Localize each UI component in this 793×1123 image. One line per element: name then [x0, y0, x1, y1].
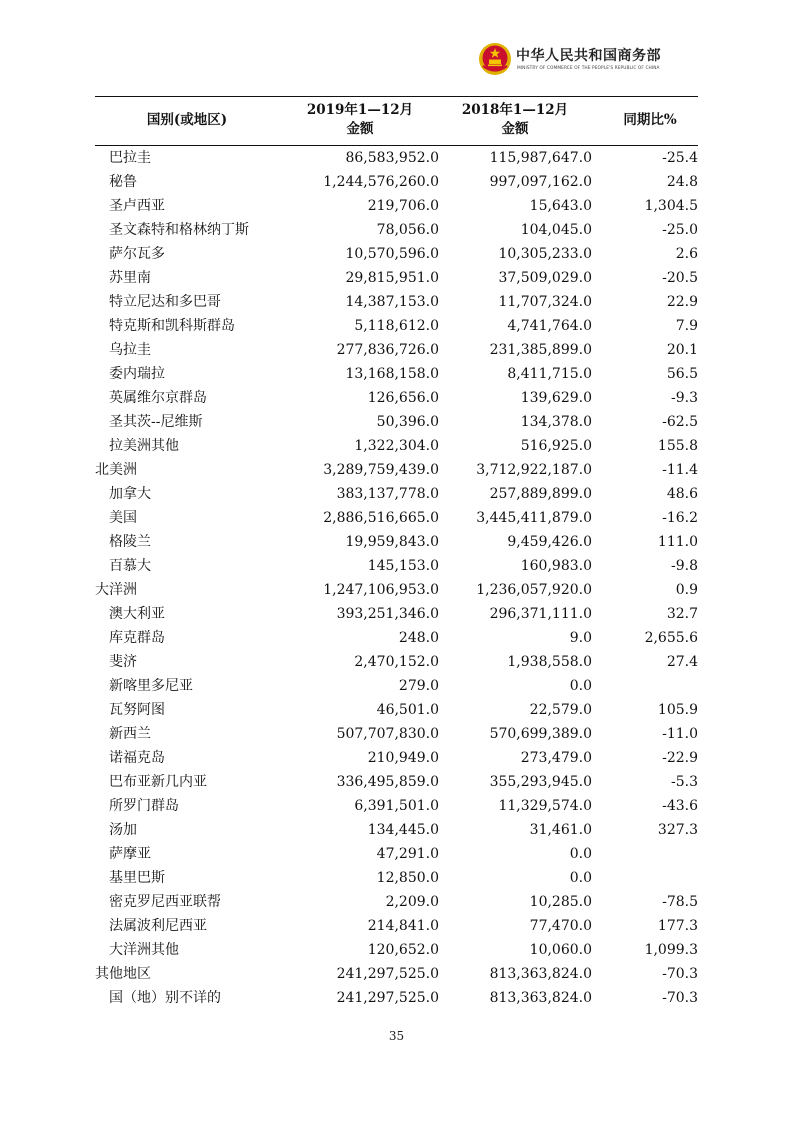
cell-2019-amount: 29,815,951.0: [345, 270, 439, 286]
cell-2018-amount: 273,479.0: [520, 750, 592, 766]
table-row: [95, 146, 698, 170]
table-row: [95, 194, 698, 218]
cell-region: 乌拉圭: [109, 342, 151, 358]
cell-2019-amount: 19,959,843.0: [345, 534, 439, 550]
cell-yoy: -62.5: [662, 414, 698, 430]
cell-region: 特立尼达和多巴哥: [109, 294, 221, 310]
header-2018-period: 2018年1—12月: [461, 102, 569, 118]
cell-region: 英属维尔京群岛: [109, 390, 207, 406]
cell-2018-amount: 813,363,824.0: [489, 966, 592, 982]
cell-2018-amount: 115,987,647.0: [489, 150, 592, 166]
cell-region: 法属波利尼西亚: [109, 918, 207, 934]
cell-2018-amount: 10,285.0: [529, 894, 592, 910]
cell-2018-amount: 813,363,824.0: [489, 990, 592, 1006]
table-row: [95, 746, 698, 770]
cell-region: 其他地区: [95, 966, 151, 982]
table-header: [95, 97, 698, 145]
cell-region: 苏里南: [109, 270, 151, 286]
cell-2018-amount: 0.0: [569, 846, 592, 862]
cell-2018-amount: 0.0: [569, 870, 592, 886]
cell-yoy: -43.6: [662, 798, 698, 814]
cell-2019-amount: 14,387,153.0: [345, 294, 439, 310]
cell-2018-amount: 77,470.0: [529, 918, 592, 934]
cell-yoy: -22.9: [662, 750, 698, 766]
cell-2018-amount: 3,712,922,187.0: [476, 462, 592, 478]
cell-region: 汤加: [109, 822, 137, 838]
cell-2018-amount: 1,236,057,920.0: [476, 582, 592, 598]
cell-2018-amount: 11,329,574.0: [498, 798, 592, 814]
cell-region: 圣其茨--尼维斯: [109, 414, 203, 430]
cell-yoy: -16.2: [662, 510, 698, 526]
cell-2018-amount: 8,411,715.0: [507, 366, 592, 382]
table-row: [95, 962, 698, 986]
header-2019-period: 2019年1—12月: [306, 102, 414, 118]
cell-2019-amount: 277,836,726.0: [336, 342, 439, 358]
cell-yoy: 105.9: [657, 702, 698, 718]
page-number: 35: [388, 1029, 405, 1043]
cell-2018-amount: 134,378.0: [520, 414, 592, 430]
cell-yoy: -70.3: [662, 966, 698, 982]
cell-2018-amount: 516,925.0: [520, 438, 592, 454]
cell-2018-amount: 257,889,899.0: [489, 486, 592, 502]
cell-2019-amount: 2,209.0: [385, 894, 439, 910]
cell-2019-amount: 47,291.0: [376, 846, 439, 862]
cell-2019-amount: 2,886,516,665.0: [323, 510, 439, 526]
cell-2019-amount: 219,706.0: [367, 198, 439, 214]
header-2019: [295, 101, 425, 139]
cell-yoy: 27.4: [666, 654, 698, 670]
table-body: [95, 146, 698, 1010]
cell-2019-amount: 336,495,859.0: [336, 774, 439, 790]
cell-yoy: 24.8: [666, 174, 698, 190]
table-row: [95, 890, 698, 914]
cell-yoy: 2,655.6: [644, 630, 698, 646]
cell-region: 大洋洲: [95, 582, 137, 598]
cell-yoy: -25.0: [662, 222, 698, 238]
table-row: [95, 410, 698, 434]
cell-yoy: -11.4: [662, 462, 698, 478]
cell-2018-amount: 10,305,233.0: [498, 246, 592, 262]
cell-region: 大洋洲其他: [109, 942, 179, 958]
cell-2018-amount: 160,983.0: [520, 558, 592, 574]
cell-2019-amount: 248.0: [398, 630, 439, 646]
table-row: [95, 770, 698, 794]
page-header: [478, 41, 698, 81]
cell-2018-amount: 231,385,899.0: [489, 342, 592, 358]
cell-yoy: 20.1: [666, 342, 698, 358]
cell-region: 委内瑞拉: [109, 366, 165, 382]
cell-2019-amount: 12,850.0: [376, 870, 439, 886]
table-row: [95, 290, 698, 314]
table-row: [95, 794, 698, 818]
cell-yoy: -5.3: [671, 774, 698, 790]
cell-yoy: 2.6: [675, 246, 698, 262]
header-yoy: 同期比%: [623, 112, 677, 128]
table-row: [95, 602, 698, 626]
table-row: [95, 218, 698, 242]
cell-2019-amount: 210,949.0: [367, 750, 439, 766]
cell-2019-amount: 13,168,158.0: [345, 366, 439, 382]
cell-region: 所罗门群岛: [109, 798, 179, 814]
table-row: [95, 266, 698, 290]
cell-2018-amount: 355,293,945.0: [489, 774, 592, 790]
cell-2019-amount: 241,297,525.0: [336, 966, 439, 982]
cell-region: 萨摩亚: [109, 846, 151, 862]
cell-2018-amount: 0.0: [569, 678, 592, 694]
cell-region: 北美洲: [95, 462, 137, 478]
cell-2019-amount: 3,289,759,439.0: [323, 462, 439, 478]
cell-yoy: 56.5: [666, 366, 698, 382]
cell-region: 澳大利亚: [109, 606, 165, 622]
cell-yoy: -78.5: [662, 894, 698, 910]
cell-region: 拉美洲其他: [109, 438, 179, 454]
trade-table: [95, 96, 698, 1010]
cell-2019-amount: 1,247,106,953.0: [323, 582, 439, 598]
cell-2018-amount: 31,461.0: [529, 822, 592, 838]
cell-yoy: 111.0: [657, 534, 698, 550]
cell-yoy: 7.9: [675, 318, 698, 334]
cell-region: 格陵兰: [109, 534, 151, 550]
cell-region: 斐济: [109, 654, 137, 670]
table-row: [95, 866, 698, 890]
table-row: [95, 434, 698, 458]
table-row: [95, 338, 698, 362]
cell-2019-amount: 46,501.0: [376, 702, 439, 718]
cell-2019-amount: 86,583,952.0: [345, 150, 439, 166]
cell-2018-amount: 15,643.0: [529, 198, 592, 214]
cell-region: 加拿大: [109, 486, 151, 502]
cell-yoy: 155.8: [657, 438, 698, 454]
table-row: [95, 650, 698, 674]
cell-region: 圣文森特和格林纳丁斯: [109, 222, 249, 238]
cell-2019-amount: 1,244,576,260.0: [323, 174, 439, 190]
cell-2018-amount: 11,707,324.0: [498, 294, 592, 310]
cell-2019-amount: 279.0: [398, 678, 439, 694]
cell-2019-amount: 78,056.0: [376, 222, 439, 238]
cell-2018-amount: 10,060.0: [529, 942, 592, 958]
table-row: [95, 314, 698, 338]
header-region: 国别(或地区): [146, 112, 228, 128]
table-row: [95, 506, 698, 530]
cell-2019-amount: 5,118,612.0: [354, 318, 439, 334]
cell-region: 巴布亚新几内亚: [109, 774, 207, 790]
table-row: [95, 698, 698, 722]
cell-2019-amount: 383,137,778.0: [336, 486, 439, 502]
cell-2018-amount: 9,459,426.0: [507, 534, 592, 550]
cell-2018-amount: 3,445,411,879.0: [476, 510, 592, 526]
cell-2019-amount: 50,396.0: [376, 414, 439, 430]
cell-yoy: -20.5: [662, 270, 698, 286]
header-2018-amount: 金额: [501, 121, 529, 137]
cell-region: 美国: [109, 510, 137, 526]
cell-2019-amount: 6,391,501.0: [354, 798, 439, 814]
cell-region: 瓦努阿图: [109, 702, 165, 718]
cell-yoy: 327.3: [657, 822, 698, 838]
cell-2018-amount: 997,097,162.0: [489, 174, 592, 190]
cell-2018-amount: 22,579.0: [529, 702, 592, 718]
cell-region: 百慕大: [109, 558, 151, 574]
cell-yoy: -25.4: [662, 150, 698, 166]
cell-2019-amount: 1,322,304.0: [354, 438, 439, 454]
cell-region: 圣卢西亚: [109, 198, 165, 214]
table-row: [95, 722, 698, 746]
cell-2019-amount: 126,656.0: [367, 390, 439, 406]
ministry-name-cn: 中华人民共和国商务部: [516, 48, 661, 64]
table-row: [95, 530, 698, 554]
cell-region: 国（地）别不详的: [109, 990, 221, 1006]
table-row: [95, 842, 698, 866]
cell-region: 萨尔瓦多: [109, 246, 165, 262]
cell-2018-amount: 296,371,111.0: [489, 606, 592, 622]
cell-region: 新喀里多尼亚: [109, 678, 193, 694]
cell-yoy: -9.3: [671, 390, 698, 406]
cell-2018-amount: 4,741,764.0: [507, 318, 592, 334]
table-row: [95, 818, 698, 842]
table-row: [95, 674, 698, 698]
header-2018: [450, 101, 580, 139]
cell-yoy: -11.0: [662, 726, 698, 742]
cell-region: 密克罗尼西亚联帮: [109, 894, 221, 910]
cell-2019-amount: 507,707,830.0: [336, 726, 439, 742]
cell-yoy: 177.3: [657, 918, 698, 934]
cell-2019-amount: 214,841.0: [367, 918, 439, 934]
table-row: [95, 482, 698, 506]
cell-yoy: 1,304.5: [644, 198, 698, 214]
table-row: [95, 170, 698, 194]
cell-region: 基里巴斯: [109, 870, 165, 886]
cell-region: 诺福克岛: [109, 750, 165, 766]
cell-2019-amount: 134,445.0: [367, 822, 439, 838]
national-emblem-icon: [478, 42, 512, 76]
table-row: [95, 938, 698, 962]
table-row: [95, 626, 698, 650]
cell-yoy: 1,099.3: [644, 942, 698, 958]
cell-yoy: -70.3: [662, 990, 698, 1006]
cell-region: 特克斯和凯科斯群岛: [109, 318, 235, 334]
cell-yoy: -9.8: [671, 558, 698, 574]
table-row: [95, 578, 698, 602]
cell-region: 秘鲁: [109, 174, 137, 190]
table-row: [95, 986, 698, 1010]
cell-yoy: 22.9: [666, 294, 698, 310]
cell-2019-amount: 10,570,596.0: [345, 246, 439, 262]
cell-2018-amount: 570,699,389.0: [489, 726, 592, 742]
cell-2018-amount: 139,629.0: [520, 390, 592, 406]
cell-2018-amount: 104,045.0: [520, 222, 592, 238]
cell-yoy: 0.9: [675, 582, 698, 598]
cell-yoy: 32.7: [666, 606, 698, 622]
cell-2019-amount: 2,470,152.0: [354, 654, 439, 670]
table-row: [95, 242, 698, 266]
cell-2019-amount: 241,297,525.0: [336, 990, 439, 1006]
cell-2019-amount: 120,652.0: [367, 942, 439, 958]
cell-2018-amount: 9.0: [569, 630, 592, 646]
table-row: [95, 362, 698, 386]
cell-region: 新西兰: [109, 726, 151, 742]
cell-2019-amount: 393,251,346.0: [336, 606, 439, 622]
cell-2018-amount: 1,938,558.0: [507, 654, 592, 670]
cell-2019-amount: 145,153.0: [367, 558, 439, 574]
table-row: [95, 554, 698, 578]
table-row: [95, 458, 698, 482]
cell-2018-amount: 37,509,029.0: [498, 270, 592, 286]
table-row: [95, 386, 698, 410]
table-row: [95, 914, 698, 938]
ministry-name-en: MINISTRY OF COMMERCE OF THE PEOPLE'S REPUBLIC OF CHINA: [517, 66, 660, 71]
cell-region: 巴拉圭: [109, 150, 151, 166]
header-2019-amount: 金额: [346, 121, 374, 137]
cell-region: 库克群岛: [109, 630, 165, 646]
cell-yoy: 48.6: [666, 486, 698, 502]
